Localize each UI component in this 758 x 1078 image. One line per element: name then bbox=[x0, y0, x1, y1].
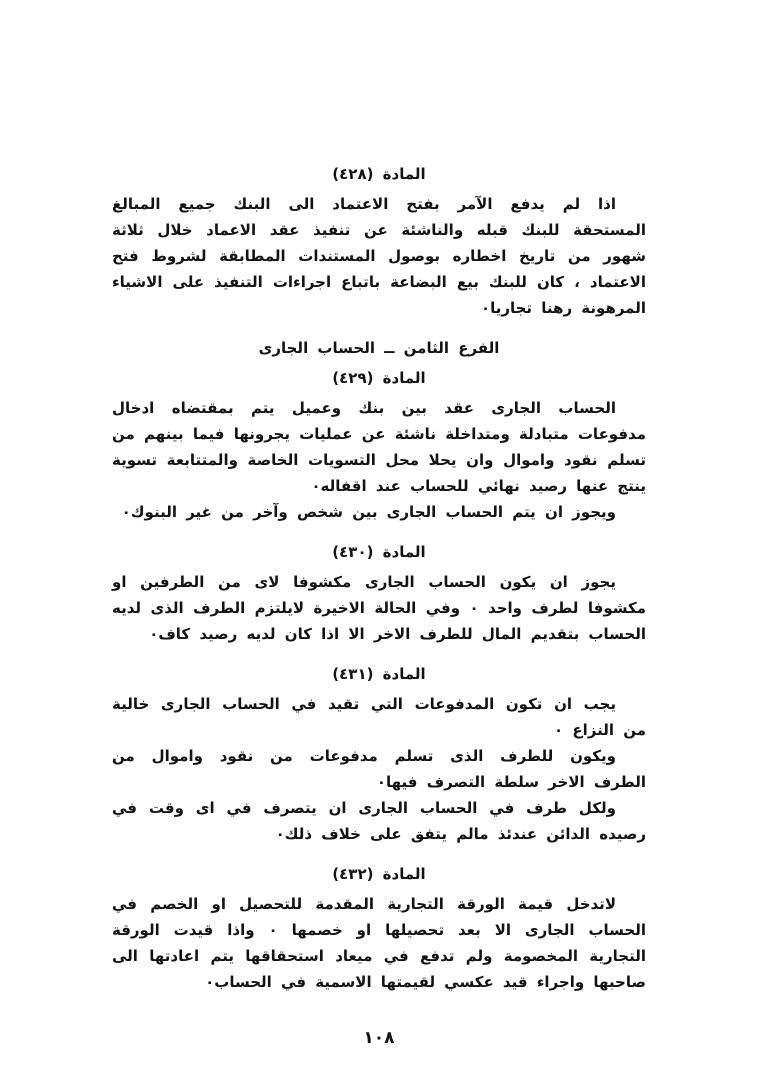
article-431 bbox=[112, 665, 646, 847]
article-paragraph: ولكل طرف في الحساب الجارى ان يتصرف في اى وقت في رصيده الدائن عندئذ مالم يتفق على خلاف ذلك٠ bbox=[112, 799, 646, 843]
article-paragraph: ويجوز ان يتم الحساب الجارى بين شخص وآخر من غير البنوك٠ bbox=[121, 503, 616, 521]
article-heading: المادة (٤٢٨) bbox=[332, 165, 426, 183]
article-432 bbox=[112, 865, 646, 995]
article-paragraph: يجوز ان يكون الحساب الجارى مكشوفا لاى من الطرفين او مكشوفا لطرف واحد ٠ وفي الحالة الاخيرة لايلتزم الطرف الذى لديه الحساب بتقديم المال للطرف الاخر الا اذا كان لديه رصيد كاف٠ bbox=[112, 573, 646, 643]
article-heading: المادة (٤٣١) bbox=[332, 665, 426, 683]
article-paragraph: ويكون للطرف الذى تسلم مدفوعات من نقود واموال من الطرف الاخر سلطة التصرف فيها٠ bbox=[112, 747, 646, 791]
article-paragraph: يجب ان تكون المدفوعات التي تقيد في الحساب الجارى خالية من النزاع ٠ bbox=[112, 695, 646, 739]
article-paragraph: الحساب الجارى عقد بين بنك وعميل يتم بمقتضاه ادخال مدفوعات متبادلة ومتداخلة ناشئة عن عمليات يجرونها فيما بينهم من تسلم نقود واموال وان يحلا محل التسويات الخاصة والمتتابعة تسوية ينتج عنها رصيد نهائي للحساب عند اقفاله٠ bbox=[112, 399, 646, 495]
article-430 bbox=[112, 543, 646, 647]
page-number: ١٠٨ bbox=[363, 1028, 395, 1048]
article-paragraph: اذا لم يدفع الآمر بفتح الاعتماد الى البنك جميع المبالغ المستحقة للبنك قبله والناشئة عن تنفيذ عقد الاعماد خلال ثلاثة شهور من تاريخ اخطاره بوصول المستندات المطابقة لشروط فتح الاعتماد ، كان للبنك بيع البضاعة باتباع اجراءات التنفيذ على الاشياء المرهونة رهنا تجاريا٠ bbox=[112, 195, 646, 317]
article-heading: المادة (٤٢٩) bbox=[332, 369, 426, 387]
section-heading: الفرع الثامن ــ الحساب الجارى bbox=[258, 339, 500, 357]
article-428 bbox=[112, 165, 646, 321]
article-heading: المادة (٤٣٢) bbox=[332, 865, 426, 883]
article-heading: المادة (٤٣٠) bbox=[332, 543, 426, 561]
article-paragraph: لاتدخل قيمة الورقة التجارية المقدمة للتحصيل او الخصم في الحساب الجارى الا بعد تحصيلها او خصمها ٠ واذا قيدت الورقة التجارية المخصومة ولم تدفع في ميعاد استحقاقها يتم اعادتها الى صاحبها واجراء قيد عكسي لقيمتها الاسمية في الحساب٠ bbox=[112, 895, 647, 991]
article-429 bbox=[112, 369, 646, 525]
